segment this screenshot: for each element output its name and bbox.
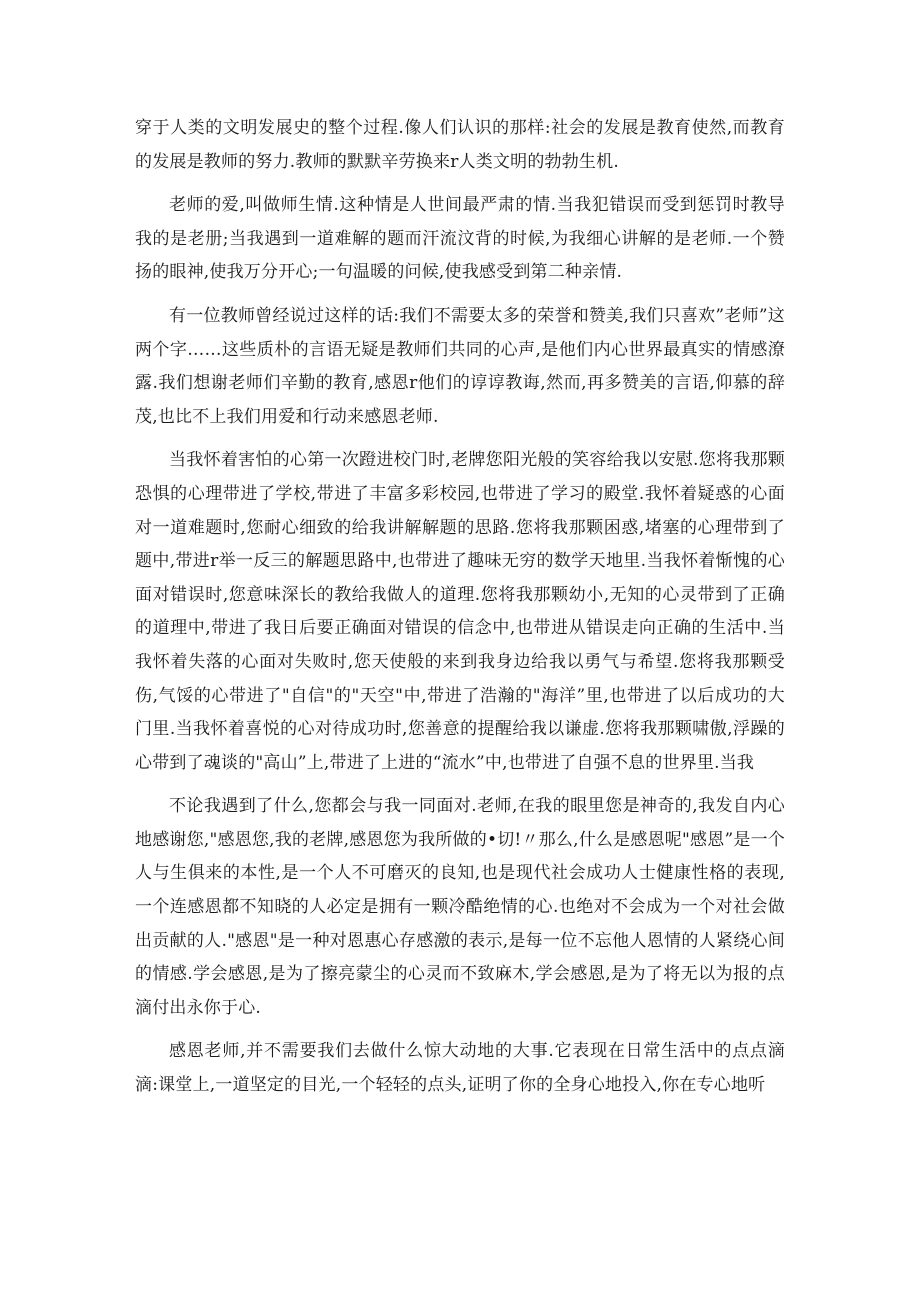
paragraph-6: 感恩老师,并不需要我们去做什么惊大动地的大事.它表现在日常生活中的点点滴滴:课堂上,一道坚定的目光,一个轻轻的点头,证明了你的全身心地投入,你在专心地听 xyxy=(135,1041,785,1096)
paragraph-1: 穿于人类的文明发展史的整个过程.像人们认识的那样:社会的发展是教育使然,而教育的发展是教师的努力.教师的默默辛劳换来r人类文明的勃勃生机. xyxy=(135,118,785,172)
paragraph-4: 当我怀着害怕的心第一次蹬进校门时,老牌您阳光般的笑容给我以安慰.您将我那颗恐惧的心理带进了学校,带进了丰富多彩校园,也带进了学习的殿堂.我怀着疑惑的心面对一道难题时,您耐心细致的给我讲解解题的思路.您将我那颗困惑,堵塞的心理带到了题中,带进r举一反三的解题思路中,也带进了趣味无穷的数学天地里.当我怀着惭愧的心面对错误时,您意味深长的教给我做人的道理.您将我那颗幼小,无知的心灵带到了正确的道理中,带进了我日后要正确面对错误的信念中,也带进从错误走向正确的生活中.当我怀着失落的心面对失败时,您天使般的来到我身边给我以勇气与希望.您将我那颗受伤,气馁的心带进了"自信"的"天空"中,带进了浩瀚的"海洋”里,也带进了以后成功的大门里.当我怀着喜悦的心对待成功时,您善意的提醒给我以谦虚.您将我那颗啸傲,浮躁的心带到了魂谈的"高山”上,带进了上进的“流水”中,也带进了自强不息的世界里.当我 xyxy=(135,450,785,773)
paragraph-2: 老师的爱,叫做师生情.这种情是人世间最严肃的情.当我犯错误而受到惩罚时教导我的是老册;当我遇到一道难解的题而汗流汶背的时候,为我细心讲解的是老师.一个赞扬的眼神,使我万分开心;一句温暖的问候,使我感受到第二种亲情. xyxy=(135,195,785,283)
paragraph-5: 不论我遇到了什么,您都会与我一同面对.老师,在我的眼里您是神奇的,我发自内心地感谢您,"感恩您,我的老牌,感恩您为我所做的•切!〃那么,什么是感恩呢"感恩”是一个人与生俱来的本性,是一个人不可磨灭的良知,也是现代社会成功人士健康性格的表现,一个连感恩都不知晓的人必定是拥有一颗冷酷绝情的心.也绝对不会成为一个对社会做出贡献的人."感恩"是一种对恩惠心存感激的表示,是每一位不忘他人恩情的人紧绕心间的情感.学会感恩,是为了擦亮蒙尘的心灵而不致麻木,学会感恩,是为了将无以为报的点滴付出永你于心. xyxy=(135,796,785,1018)
document-body xyxy=(135,112,785,1113)
paragraph-3: 有一位教师曾经说过这样的话:我们不需要太多的荣誉和赞美,我们只喜欢”老师”这两个字……这些质朴的言语无疑是教师们共同的心声,是他们内心世界最真实的情感潦露.我们想谢老师们辛勤的教育,感恩r他们的谆谆教诲,然而,再多赞美的言语,仰慕的辞茂,也比不上我们用爱和行动来感恩老师. xyxy=(135,305,785,427)
